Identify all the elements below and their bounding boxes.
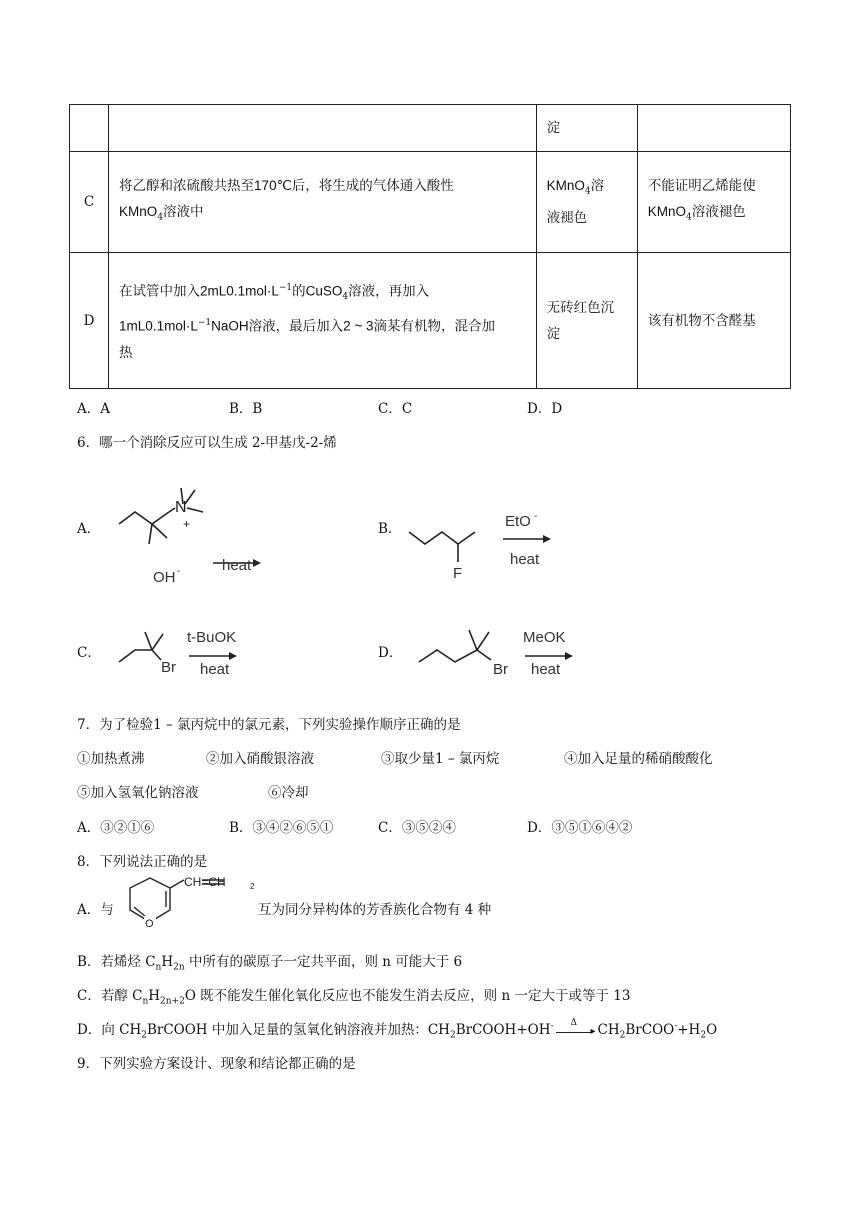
q6-option-b-letter: B． bbox=[378, 521, 402, 537]
reagent-label: MeOK bbox=[523, 629, 566, 646]
table-row bbox=[70, 105, 791, 152]
charge-label: + bbox=[183, 517, 191, 531]
operation-cell: 在试管中加入$2mL0.1mol\cdot L^{-1}$的CuSO$_4$溶液，再加入 $1mL0.1mol\cdot L^{-1}NaOH$溶液，最后加入2 ~ 3滴某有机物，混合加 热 bbox=[109, 253, 537, 389]
bromine-label: Br bbox=[493, 661, 508, 678]
reagent-charge: - bbox=[177, 566, 181, 577]
nitrogen-label: N bbox=[175, 499, 187, 516]
operation-cell bbox=[109, 105, 537, 152]
table-row bbox=[70, 152, 791, 253]
reagent-label: OH bbox=[153, 569, 176, 586]
q8-option-c: C．若醇 $C_nH_{2n+2}O$ 既不能发生催化氧化反应也不能发生消去反应，则 n 一定大于或等于 13 bbox=[77, 988, 631, 1007]
experiment-table bbox=[69, 104, 791, 389]
condition-label: heat bbox=[222, 557, 252, 574]
q6-option-a-letter: A． bbox=[77, 521, 101, 537]
condition-label: heat bbox=[510, 551, 540, 568]
phenomenon-cell: KMnO$_4$溶 液褪色 bbox=[536, 152, 637, 253]
row-label: C bbox=[70, 152, 109, 253]
q8-option-b: B．若烯烃 $C_nH_{2n}$ 中所有的碳原子一定共平面，则 n 可能大于 6 bbox=[77, 954, 463, 973]
phenomenon-cell: 无砖红色沉淀 bbox=[536, 253, 637, 389]
reaction-arrow: ▸ Δ bbox=[556, 1024, 596, 1038]
conclusion-cell: 该有机物不含醛基 bbox=[637, 253, 790, 389]
q7-step-5: ⑤加入氢氧化钠溶液 bbox=[77, 785, 199, 801]
reagent-charge: - bbox=[534, 511, 538, 522]
q7-option-a: A．③②①⑥ bbox=[77, 820, 155, 836]
table-row bbox=[70, 253, 791, 389]
q9-stem: 9．下列实验方案设计、现象和结论都正确的是 bbox=[77, 1056, 356, 1072]
vinyl-subscript: 2 bbox=[250, 882, 255, 891]
q7-step-6: ⑥冷却 bbox=[268, 785, 309, 801]
ring-oxygen: O bbox=[145, 918, 154, 930]
q6-option-d-letter: D． bbox=[378, 645, 403, 661]
q7-step-1: ①加热煮沸 bbox=[77, 751, 145, 767]
q5-option-c: C．C bbox=[378, 401, 413, 417]
q8-option-a-text: 互为同分异构体的芳香族化合物有 4 种 bbox=[258, 902, 492, 918]
q6-option-c-letter: C． bbox=[77, 645, 101, 661]
q6-stem: 6．哪一个消除反应可以生成 2-甲基戊-2-烯 bbox=[77, 435, 337, 451]
q8-option-a-prefix: A．与 bbox=[77, 902, 114, 918]
vinyl-group: CH=CH bbox=[184, 875, 226, 889]
row-label: D bbox=[70, 253, 109, 389]
q5-option-a: A．A bbox=[77, 401, 110, 417]
heat-symbol: Δ bbox=[570, 1017, 578, 1028]
q6-structure-b bbox=[395, 506, 575, 584]
row-label bbox=[70, 105, 109, 152]
q7-option-c: C．③⑤②④ bbox=[378, 820, 456, 836]
q8-option-d: D．向 $CH_2BrCOOH$ 中加入足量的氢氧化钠溶液并加热：$CH_2BrCOOH+OH^-$ ▸ Δ $CH_2BrCOO^-+H_2O$ bbox=[77, 1017, 718, 1041]
q8-pyran-structure bbox=[122, 870, 258, 934]
condition-label: heat bbox=[200, 661, 230, 678]
condition-label: heat bbox=[531, 661, 561, 678]
q8-stem: 8．下列说法正确的是 bbox=[77, 854, 208, 870]
q5-option-d: D．D bbox=[527, 401, 563, 417]
q7-option-b: B．③④②⑥⑤① bbox=[229, 820, 334, 836]
q6-structure-c bbox=[105, 620, 265, 682]
reagent-label: EtO bbox=[505, 513, 531, 530]
q5-option-b: B．B bbox=[229, 401, 263, 417]
q7-step-3: ③取少量1 – 氯丙烷 bbox=[381, 751, 500, 767]
operation-cell: 将乙醇和浓硫酸共热至170℃后，将生成的气体通入酸性 KMnO$_4$溶液中 bbox=[109, 152, 537, 253]
q7-stem: 7．为了检验1 – 氯丙烷中的氯元素，下列实验操作顺序正确的是 bbox=[77, 717, 461, 733]
bromine-label: Br bbox=[161, 659, 176, 676]
q7-step-2: ②加入硝酸银溶液 bbox=[206, 751, 314, 767]
q7-option-d: D．③⑤①⑥④② bbox=[527, 820, 633, 836]
q6-structure-d bbox=[405, 620, 585, 682]
q6-structure-a bbox=[105, 478, 275, 588]
phenomenon-cell: 淀 bbox=[536, 105, 637, 152]
q7-step-4: ④加入足量的稀硝酸酸化 bbox=[564, 751, 713, 767]
conclusion-cell: 不能证明乙烯能使 KMnO$_4$溶液褪色 bbox=[637, 152, 790, 253]
fluorine-label: F bbox=[453, 565, 463, 582]
reagent-label: t-BuOK bbox=[187, 629, 237, 646]
conclusion-cell bbox=[637, 105, 790, 152]
